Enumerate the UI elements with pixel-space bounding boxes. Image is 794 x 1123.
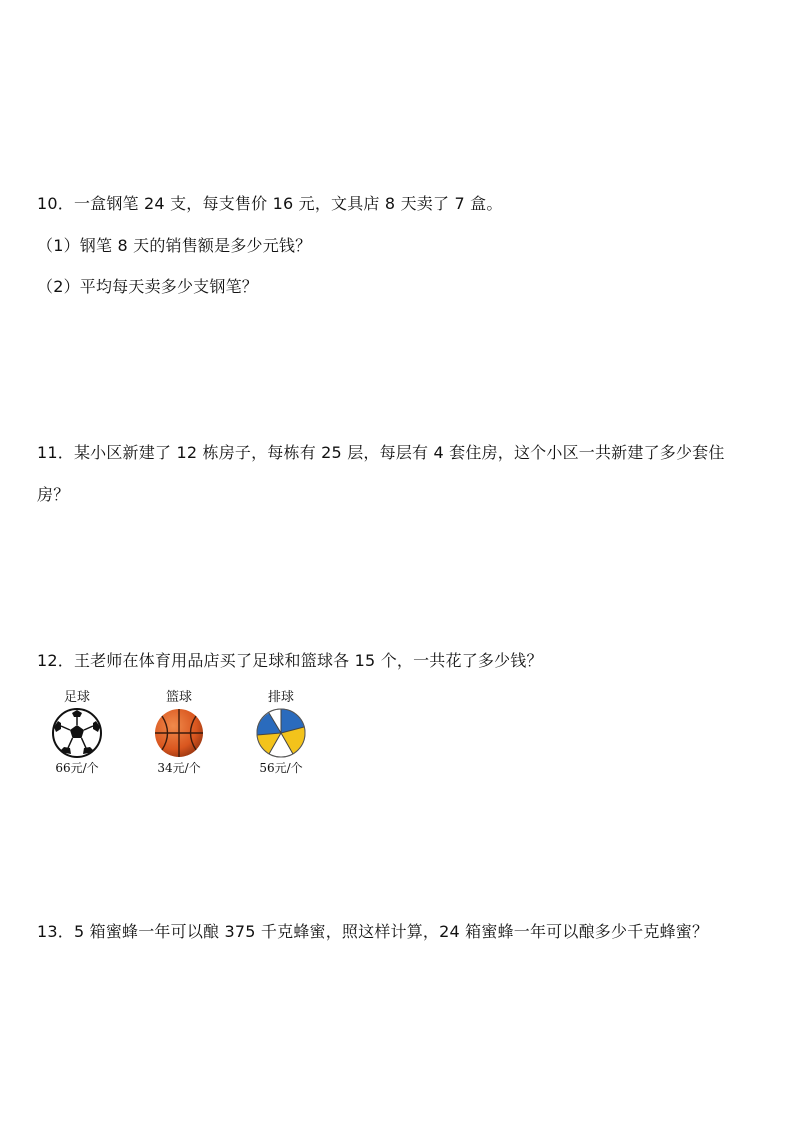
volleyball-icon: [255, 707, 307, 759]
ball-item-volleyball: [246, 691, 316, 775]
ball-item-soccer: [42, 691, 112, 775]
question-13-stem: 13．5 箱蜜蜂一年可以酿 375 千克蜂蜜，照这样计算，24 箱蜜蜂一年可以酿多少千克蜂蜜？: [37, 922, 709, 941]
soccer-ball-icon: [51, 707, 103, 759]
ball-price-soccer: 66元/个: [55, 761, 99, 775]
ball-item-basketball: [144, 691, 214, 775]
question-11-line-1: 11．某小区新建了 12 栋房子，每栋有 25 层，每层有 4 套住房，这个小区一共新建了多少套住: [37, 443, 725, 462]
ball-name-volleyball: 排球: [267, 690, 294, 705]
question-10-sub-2: （2）平均每天卖多少支钢笔？: [37, 277, 258, 296]
ball-name-soccer: 足球: [63, 690, 90, 705]
question-10-sub-1: （1）钢笔 8 天的销售额是多少元钱？: [37, 236, 312, 255]
ball-price-basketball: 34元/个: [157, 761, 201, 775]
question-11-line-2: 房？: [37, 485, 70, 504]
ball-name-basketball: 篮球: [165, 690, 192, 705]
question-10-stem: 10．一盒钢笔 24 支，每支售价 16 元，文具店 8 天卖了 7 盒。: [37, 194, 503, 213]
basketball-icon: [153, 707, 205, 759]
ball-price-volleyball: 56元/个: [259, 761, 303, 775]
question-12-stem: 12．王老师在体育用品店买了足球和篮球各 15 个，一共花了多少钱？: [37, 651, 543, 670]
